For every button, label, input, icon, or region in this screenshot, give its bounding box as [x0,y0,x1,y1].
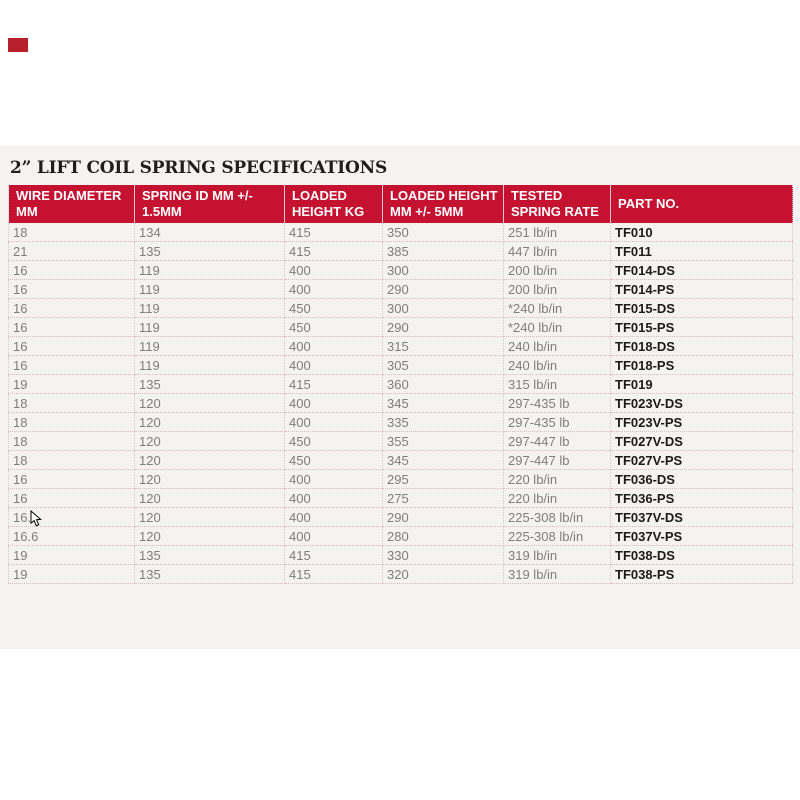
spec-cell: 300 [383,261,504,280]
part-no-cell: TF027V-DS [611,432,793,451]
table-row [9,565,793,584]
spec-cell: 16.6 [9,527,135,546]
spec-cell: 415 [285,223,383,242]
table-row [9,242,793,261]
spec-cell: 319 lb/in [504,565,611,584]
part-no-cell: TF036-DS [611,470,793,489]
spec-cell: 134 [135,223,285,242]
spec-cell: 415 [285,375,383,394]
spec-cell: 297-447 lb [504,432,611,451]
spec-cell: 119 [135,337,285,356]
table-row [9,337,793,356]
spec-cell: 450 [285,432,383,451]
spec-cell: 220 lb/in [504,489,611,508]
spec-cell: 135 [135,565,285,584]
spec-cell: 19 [9,565,135,584]
part-no-cell: TF014-PS [611,280,793,299]
spec-cell: 290 [383,318,504,337]
spec-cell: 135 [135,546,285,565]
spec-cell: 119 [135,299,285,318]
table-row [9,413,793,432]
spec-cell: 135 [135,242,285,261]
part-no-cell: TF010 [611,223,793,242]
spec-cell: 447 lb/in [504,242,611,261]
spec-cell: 225-308 lb/in [504,508,611,527]
table-row [9,432,793,451]
spec-cell: 251 lb/in [504,223,611,242]
spec-cell: 295 [383,470,504,489]
spec-cell: 305 [383,356,504,375]
spec-cell: 220 lb/in [504,470,611,489]
table-row [9,299,793,318]
spec-cell: 345 [383,394,504,413]
spec-cell: 240 lb/in [504,356,611,375]
part-no-cell: TF019 [611,375,793,394]
spec-cell: 16 [9,489,135,508]
column-header: LOADED HEIGHT MM +/- 5MM [383,185,504,223]
part-no-cell: TF018-DS [611,337,793,356]
spec-cell: 19 [9,375,135,394]
table-row [9,375,793,394]
spec-cell: 415 [285,546,383,565]
spec-cell: 290 [383,508,504,527]
part-no-cell: TF015-DS [611,299,793,318]
spec-cell: 16 [9,318,135,337]
spec-table [8,185,793,584]
red-badge [8,38,28,52]
table-row [9,546,793,565]
spec-cell: 16 [9,299,135,318]
table-row [9,280,793,299]
spec-cell: 450 [285,451,383,470]
spec-cell: 450 [285,318,383,337]
table-row [9,527,793,546]
spec-table-header [9,185,793,223]
spec-cell: 355 [383,432,504,451]
spec-cell: 135 [135,375,285,394]
spec-cell: 400 [285,394,383,413]
spec-cell: 290 [383,280,504,299]
spec-cell: 320 [383,565,504,584]
spec-cell: 18 [9,432,135,451]
part-no-cell: TF027V-PS [611,451,793,470]
part-no-cell: TF038-DS [611,546,793,565]
table-row [9,470,793,489]
table-row [9,489,793,508]
spec-cell: 297-435 lb [504,413,611,432]
column-header: WIRE DIAMETER MM [9,185,135,223]
column-header: PART NO. [611,185,793,223]
spec-cell: 18 [9,223,135,242]
spec-cell: 360 [383,375,504,394]
spec-cell: 16 [9,337,135,356]
table-row [9,394,793,413]
spec-cell: 345 [383,451,504,470]
spec-cell: 225-308 lb/in [504,527,611,546]
spec-cell: 330 [383,546,504,565]
spec-cell: 120 [135,489,285,508]
spec-cell: 16 [9,261,135,280]
spec-cell: *240 lb/in [504,318,611,337]
spec-cell: 120 [135,394,285,413]
table-row [9,508,793,527]
spec-cell: 400 [285,470,383,489]
spec-cell: 400 [285,261,383,280]
spec-cell: 19 [9,546,135,565]
spec-cell: 385 [383,242,504,261]
spec-cell: 400 [285,413,383,432]
spec-cell: 119 [135,356,285,375]
spec-cell: 350 [383,223,504,242]
spec-cell: 415 [285,565,383,584]
spec-cell: 315 lb/in [504,375,611,394]
spec-cell: 275 [383,489,504,508]
part-no-cell: TF038-PS [611,565,793,584]
spec-cell: *240 lb/in [504,299,611,318]
table-row [9,318,793,337]
part-no-cell: TF014-DS [611,261,793,280]
spec-cell: 16 [9,470,135,489]
part-no-cell: TF037V-DS [611,508,793,527]
column-header: TESTED SPRING RATE [504,185,611,223]
part-no-cell: TF023V-DS [611,394,793,413]
spec-cell: 120 [135,413,285,432]
spec-cell: 18 [9,413,135,432]
column-header: LOADED HEIGHT KG [285,185,383,223]
part-no-cell: TF015-PS [611,318,793,337]
spec-cell: 200 lb/in [504,280,611,299]
spec-cell: 120 [135,470,285,489]
spec-cell: 119 [135,261,285,280]
spec-cell: 400 [285,489,383,508]
part-no-cell: TF037V-PS [611,527,793,546]
spec-cell: 120 [135,527,285,546]
table-row [9,451,793,470]
spec-cell: 16 [9,356,135,375]
part-no-cell: TF023V-PS [611,413,793,432]
spec-cell: 400 [285,356,383,375]
spec-cell: 21 [9,242,135,261]
spec-cell: 200 lb/in [504,261,611,280]
spec-cell: 120 [135,451,285,470]
spec-table-body [9,223,793,584]
page-title: 2” LIFT COIL SPRING SPECIFICATIONS [10,158,388,179]
spec-cell: 415 [285,242,383,261]
spec-cell: 297-447 lb [504,451,611,470]
spec-cell: 16. [9,508,135,527]
part-no-cell: TF011 [611,242,793,261]
spec-cell: 319 lb/in [504,546,611,565]
spec-cell: 119 [135,280,285,299]
spec-cell: 120 [135,432,285,451]
spec-cell: 280 [383,527,504,546]
spec-cell: 16 [9,280,135,299]
column-header: SPRING ID MM +/- 1.5MM [135,185,285,223]
spec-cell: 297-435 lb [504,394,611,413]
table-row [9,356,793,375]
table-row [9,261,793,280]
table-row [9,223,793,242]
spec-cell: 18 [9,394,135,413]
spec-cell: 120 [135,508,285,527]
spec-cell: 400 [285,527,383,546]
part-no-cell: TF018-PS [611,356,793,375]
spec-cell: 400 [285,508,383,527]
spec-cell: 335 [383,413,504,432]
spec-cell: 240 lb/in [504,337,611,356]
spec-cell: 119 [135,318,285,337]
spec-cell: 300 [383,299,504,318]
part-no-cell: TF036-PS [611,489,793,508]
spec-cell: 315 [383,337,504,356]
spec-cell: 400 [285,337,383,356]
spec-cell: 450 [285,299,383,318]
spec-cell: 18 [9,451,135,470]
spec-cell: 400 [285,280,383,299]
